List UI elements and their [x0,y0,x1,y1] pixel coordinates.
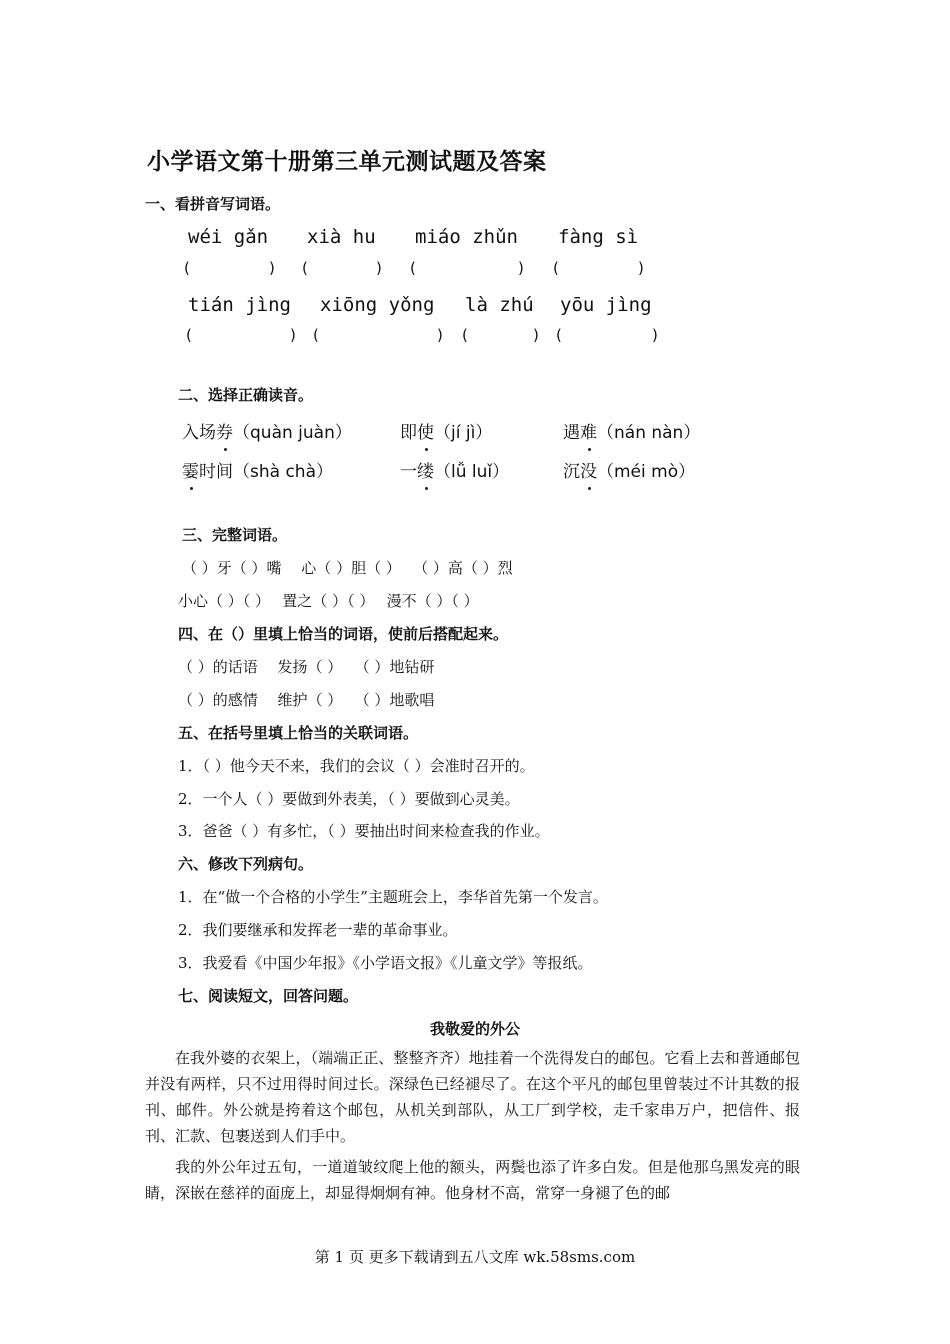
blank-close: ) [269,259,275,277]
reading-options: （nán nàn） [597,423,701,443]
story-paragraph: 我的外公年过五旬，一道道皱纹爬上他的额头，两鬓也添了许多白发。但是他那乌黑发亮的眼睛，深嵌在慈祥的面庞上，却显得炯炯有神。他身材不高，常穿一身褪了色的邮 [145,1158,800,1202]
word-prefix: 沉 [563,462,580,482]
pinyin-6: xiōng yǒng [320,294,435,316]
blank-close: ) [518,259,524,277]
reading-options: （shà chà） [233,462,333,482]
pinyin-8: yōu jìng [560,294,652,316]
blank-open: ( [313,326,319,344]
word-prefix: 遇 [563,423,580,443]
story-title: 我敬爱的外公 [429,1020,520,1038]
section-4-heading: 四、在（）里填上恰当的词语，使前后搭配起来。 [178,625,509,643]
dotted-char: 券 [216,418,233,443]
exercise-line: 3．爸爸（ ）有多忙，（ ）要抽出时间来检查我的作业。 [178,822,550,840]
pinyin-7: là zhú [465,294,534,316]
exercise-line: 2．一个人（ ）要做到外表美，（ ）要做到心灵美。 [178,790,520,808]
dotted-char: 使 [417,418,434,443]
blank-close: ) [290,326,296,344]
reading-item [182,457,333,482]
exercise-line: （ ）的感情 维护（ ） （ ）地歌唱 [178,691,435,709]
blank-open: ( [556,326,562,344]
dotted-char: 霎 [182,457,199,482]
section-2-heading: 二、选择正确读音。 [178,386,314,404]
reading-item [182,418,352,443]
blank-close: ) [376,259,382,277]
word-prefix: 一 [400,462,417,482]
dotted-char: 难 [580,418,597,443]
reading-options: （méi mò） [597,462,696,482]
exercise-line: 3．我爱看《中国少年报》《小学语文报》《儿童文学》等报纸。 [178,954,593,972]
pinyin-4: fàng sì [558,226,639,248]
pinyin-1: wéi gǎn [188,226,269,248]
exercise-line: 1．（ ）他今天不来，我们的会议（ ）会准时召开的。 [178,757,535,775]
dotted-char: 没 [580,457,597,482]
reading-item [563,457,695,482]
page-footer: 第 1 页 更多下载请到五八文库 wk.58sms.com [314,1248,636,1266]
blank-close: ) [652,326,658,344]
blank-open: ( [302,259,308,277]
section-5-heading: 五、在括号里填上恰当的关联词语。 [178,724,419,742]
section-6-heading: 六、修改下列病句。 [178,855,314,873]
dotted-char: 缕 [417,457,434,482]
section-7-heading: 七、阅读短文，回答问题。 [178,987,359,1005]
reading-item [563,418,700,443]
exercise-line: （ ）的话语 发扬（ ） （ ）地钻研 [178,658,435,676]
page-title: 小学语文第十册第三单元测试题及答案 [147,149,547,175]
blank-close: ) [437,326,443,344]
word-prefix: 入场 [182,423,216,443]
blank-close: ) [638,259,644,277]
reading-item [400,418,492,443]
exercise-line: 小心（ ）（ ） 置之（ ）（ ） 漫不（ ）（ ） [178,592,479,610]
reading-item [400,457,509,482]
exercise-line: 1．在“做一个合格的小学生”主题班会上，李华首先第一个发言。 [178,888,608,906]
pinyin-5: tián jìng [188,294,291,316]
reading-options: （jí jì） [434,423,493,443]
word-suffix: 时间 [199,462,233,482]
blank-open: ( [553,259,559,277]
pinyin-3: miáo zhǔn [415,226,518,248]
blank-open: ( [186,326,192,344]
exercise-line: （ ）牙（ ）嘴 心（ ）胆（ ） （ ）高（ ）烈 [182,559,513,577]
section-3-heading: 三、完整词语。 [182,526,288,544]
pinyin-2: xià hu [307,226,376,248]
blank-open: ( [462,326,468,344]
blank-open: ( [410,259,416,277]
exercise-line: 2．我们要继承和发挥老一辈的革命事业。 [178,921,458,939]
blank-open: ( [184,259,190,277]
reading-options: （lǚ luǐ） [434,462,510,482]
word-prefix: 即 [400,423,417,443]
reading-options: （quàn juàn） [233,423,352,443]
story-paragraph: 在我外婆的衣架上，（端端正正、整整齐齐）地挂着一个洗得发白的邮包。它看上去和普通邮包并没有两样，只不过用得时间过长。深绿色已经褪尽了。在这个平凡的邮包里曾装过不计其数的报刊、邮件。外公就是挎着这个邮包，从机关到部队，从工厂到学校，走千家串万户，把信件、报刊、汇款、包裹送到人们手中。 [145,1049,800,1145]
blank-close: ) [533,326,539,344]
section-1-heading: 一、看拼音写词语。 [145,195,281,213]
